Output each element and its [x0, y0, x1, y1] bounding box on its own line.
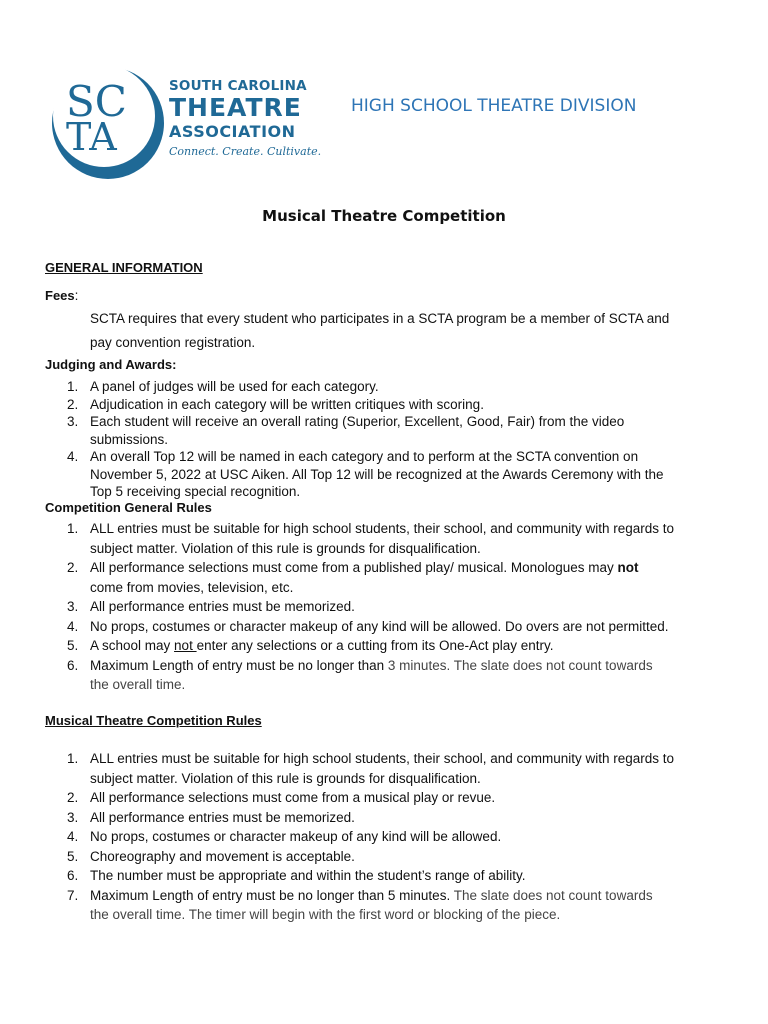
- list-item: 6. The number must be appropriate and within the student’s range of ability.: [67, 868, 526, 883]
- logo-line3: ASSOCIATION: [169, 122, 296, 141]
- fees-label-line: [45, 288, 78, 303]
- page-title: Musical Theatre Competition: [262, 207, 506, 225]
- judging-heading: Judging and Awards:: [45, 357, 177, 372]
- logo-wordmark: [169, 78, 321, 158]
- list-item: 2. All performance selections must come from a musical play or revue.: [67, 790, 496, 805]
- logo-line2: THEATRE: [169, 93, 302, 122]
- scta-logo: [46, 64, 322, 182]
- fees-text-line1: SCTA requires that every student who participates in a SCTA program be a member of SCTA and: [90, 311, 670, 326]
- fees-colon: :: [74, 288, 79, 303]
- mt-rules-heading: Musical Theatre Competition Rules: [45, 713, 262, 728]
- list-item: 5. Choreography and movement is acceptable.: [67, 848, 355, 864]
- list-item: 4. No props, costumes or character makeup of any kind will be allowed. Do overs are not permitted.: [67, 618, 669, 634]
- list-item: 5. A school may not enter any selections or a cutting from its One-Act play entry.: [67, 638, 554, 653]
- list-item: 7. Maximum Length of entry must be no longer than 5 minutes. The slate does not count towards the overall time. The timer will begin with the first word or blocking of the piece.: [67, 887, 653, 922]
- list-item: 3. All performance entries must be memorized.: [67, 599, 355, 614]
- list-item: 1. ALL entries must be suitable for high school students, their school, and community with regards to subject matter. Violation of this rule is grounds for disqualification.: [67, 521, 675, 556]
- list-item: 1. A panel of judges will be used for each category.: [67, 379, 379, 394]
- list-item: 6. Maximum Length of entry must be no longer than 3 minutes. The slate does not count towards the overall time.: [67, 657, 653, 692]
- list-item: 1. ALL entries must be suitable for high school students, their school, and community with regards to subject matter. Violation of this rule is grounds for disqualification.: [67, 751, 675, 786]
- list-item: 4. An overall Top 12 will be named in each category and to perform at the SCTA convention on November 5, 2022 at USC Aiken. All Top 12 will be recognized at the Awards Ceremony with the Top 5 receiving special recognition.: [67, 449, 664, 499]
- mt-rules-list: [45, 749, 725, 925]
- judging-list: [45, 378, 725, 501]
- list-item: 2. All performance selections must come from a published play/ musical. Monologues may not come from movies, television, etc.: [67, 560, 639, 595]
- list-item: 2. Adjudication in each category will be written critiques with scoring.: [67, 396, 484, 412]
- crescent-logo-icon: [46, 64, 166, 182]
- division-heading: HIGH SCHOOL THEATRE DIVISION: [351, 96, 637, 116]
- list-item: 3. Each student will receive an overall rating (Superior, Excellent, Good, Fair) from the video submissions.: [67, 414, 625, 447]
- logo-monogram-bottom: TA: [66, 115, 117, 159]
- logo-line1: SOUTH CAROLINA: [169, 78, 307, 94]
- fees-text-line2: pay convention registration.: [90, 335, 256, 350]
- logo-monogram-top: SC: [66, 77, 127, 126]
- logo-tagline: Connect. Create. Cultivate.: [169, 145, 322, 158]
- fees-label: Fees: [45, 288, 75, 303]
- list-item: 3. All performance entries must be memorized.: [67, 809, 355, 825]
- list-item: 4. No props, costumes or character makeup of any kind will be allowed.: [67, 829, 502, 844]
- competition-rules-list: [45, 519, 725, 695]
- general-info-heading: GENERAL INFORMATION: [45, 260, 203, 275]
- competition-rules-heading: Competition General Rules: [45, 500, 212, 515]
